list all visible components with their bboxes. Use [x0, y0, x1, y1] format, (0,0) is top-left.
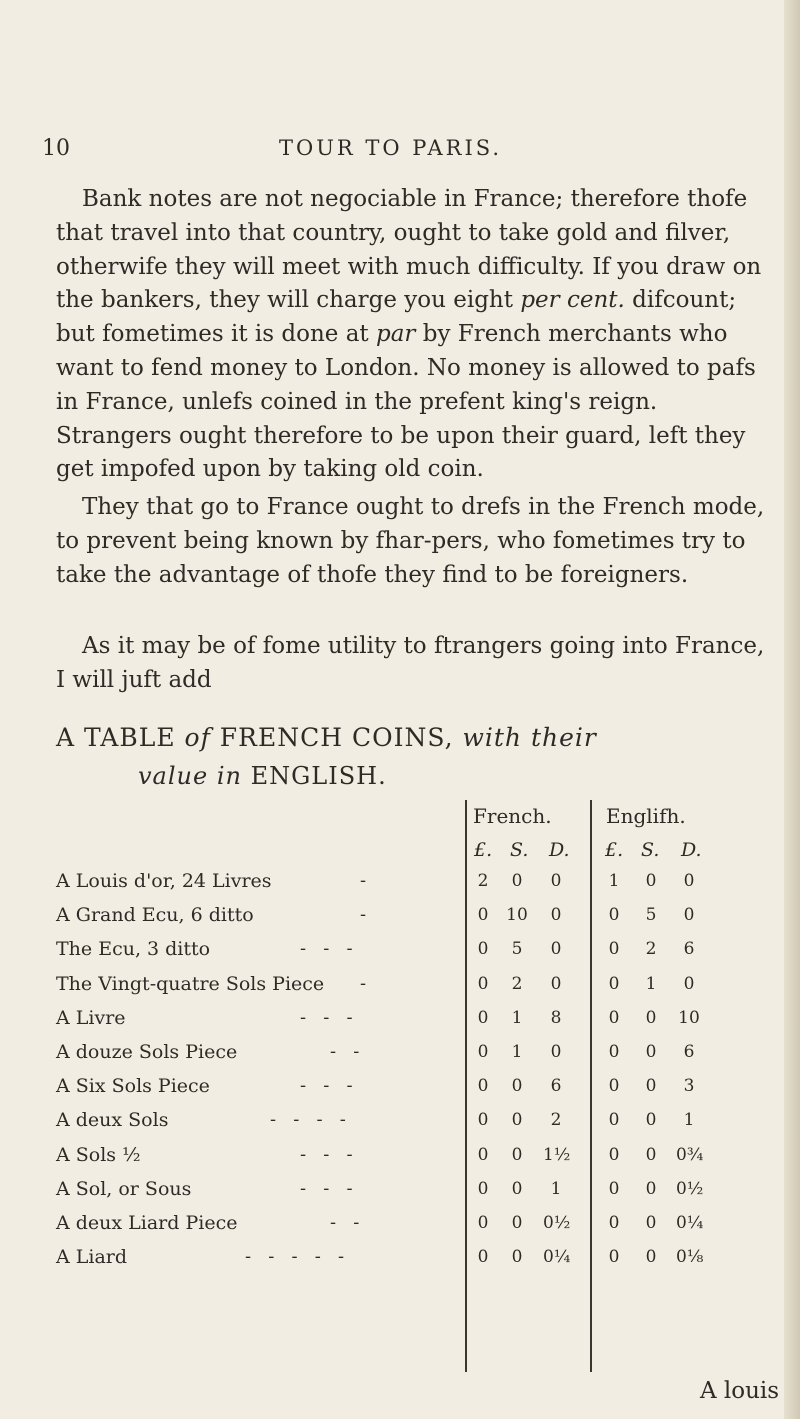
leader-dashes: - - -: [300, 1143, 353, 1165]
english-pounds: 0: [608, 1076, 620, 1097]
paragraph1-italic-per-cent: per cent.: [520, 287, 625, 314]
leader-dashes: -: [360, 904, 367, 926]
english-shillings: 2: [645, 939, 657, 960]
french-pounds: 0: [477, 1144, 489, 1165]
leader-dashes: - - -: [300, 938, 353, 960]
french-column-header: French.: [473, 804, 552, 828]
english-shillings: 0: [645, 1042, 657, 1062]
french-pounds: 0: [477, 1076, 489, 1097]
french-shillings: 0: [511, 1110, 523, 1131]
coin-name: A Louis d'or, 24 Livres: [56, 870, 272, 892]
english-pounds: 0: [608, 1110, 620, 1131]
table-title-a: A TABLE: [56, 723, 185, 752]
table-title-b: FRENCH COINS,: [210, 723, 454, 752]
table-subtitle-italic: value in: [138, 762, 242, 790]
french-unit-pounds: £.: [474, 839, 493, 861]
coin-name: A douze Sols Piece: [56, 1041, 238, 1063]
french-pence: 1: [550, 1178, 562, 1199]
english-pounds: 1: [608, 871, 620, 891]
english-pounds: 0: [608, 1042, 620, 1062]
page-number: 10: [42, 136, 70, 161]
leader-dashes: - -: [330, 1041, 360, 1062]
coin-name: A Grand Ecu, 6 ditto: [56, 904, 254, 927]
french-shillings: 5: [511, 939, 523, 960]
english-pence: 0⅛: [676, 1247, 704, 1268]
french-pence: 0: [550, 973, 562, 994]
coin-name: A Livre: [56, 1006, 126, 1029]
leader-dashes: -: [360, 870, 367, 891]
paragraph-french-mode: They that go to France ought to drefs in the French mode, to prevent being known by fhar-pers, who fometimes try to take the advantage of thofe they find to be foreigners.: [56, 494, 765, 588]
french-pence: 0: [550, 939, 562, 960]
english-pounds: 0: [608, 939, 620, 960]
french-pounds: 0: [477, 1110, 489, 1131]
english-unit-shillings: S.: [641, 839, 660, 861]
english-pounds: 0: [608, 1247, 620, 1268]
coin-name: A Sols ½: [56, 1143, 141, 1166]
english-pence: 1: [683, 1110, 695, 1131]
english-shillings: 0: [645, 1110, 657, 1131]
french-shillings: 0: [511, 1144, 523, 1165]
english-shillings: 5: [645, 905, 657, 926]
french-shillings: 0: [511, 1213, 523, 1233]
english-pounds: 0: [608, 1144, 620, 1165]
table-title-with: with their: [453, 723, 597, 752]
english-shillings: 0: [645, 1247, 657, 1268]
english-pounds: 0: [608, 1178, 620, 1199]
english-unit-pounds: £.: [605, 839, 624, 861]
english-shillings: 0: [645, 871, 657, 891]
paragraph1-italic-par: par: [375, 321, 416, 348]
coin-name: The Vingt-quatre Sols Piece: [56, 972, 325, 995]
english-pounds: 0: [608, 1213, 620, 1233]
page-edge: [784, 0, 800, 1419]
french-pence: 0¼: [543, 1247, 571, 1268]
english-pence: 3: [683, 1076, 695, 1097]
paragraph1-text-a: Bank notes are not negociable in France; therefore thofe that travel into that country, ought to take gold and filver, otherwife they will meet with much difficulty. If you draw on the bankers, they will charge you eight: [56, 186, 762, 314]
english-column-header: Englifh.: [606, 804, 686, 828]
table-title: [56, 723, 597, 752]
english-pence: 6: [683, 939, 695, 960]
french-pounds: 0: [477, 1247, 489, 1268]
catchword: A louis: [700, 1378, 780, 1404]
leader-dashes: - - -: [300, 1177, 353, 1199]
paragraph-bank-notes: [56, 183, 772, 487]
paragraph1-text-b: difcount; but fometimes it is done at: [56, 287, 737, 348]
coin-name: A Liard: [56, 1246, 128, 1269]
french-shillings: 0: [511, 1178, 523, 1199]
english-shillings: 0: [645, 1007, 657, 1028]
french-shillings: 1: [511, 1007, 523, 1028]
french-shillings: 1: [511, 1042, 523, 1062]
french-unit-pence: D.: [549, 839, 570, 861]
french-pounds: 2: [477, 871, 489, 891]
table-subtitle-caps: ENGLISH.: [241, 762, 387, 790]
leader-dashes: - -: [330, 1212, 360, 1233]
french-shillings: 0: [511, 871, 523, 891]
coin-name: A deux Liard Piece: [56, 1212, 238, 1234]
paragraph-utility: As it may be of fome utility to ftrangers going into France, I will juft add: [56, 633, 765, 693]
french-shillings: 0: [511, 1076, 523, 1097]
coin-name: A Sol, or Sous: [56, 1177, 192, 1200]
leader-dashes: - - -: [300, 1075, 353, 1097]
french-shillings: 10: [506, 905, 528, 926]
english-shillings: 0: [645, 1213, 657, 1233]
french-pence: 0: [550, 871, 562, 891]
english-pence: 0: [683, 973, 695, 994]
french-pence: 8: [550, 1007, 562, 1028]
english-pence: 0¼: [676, 1213, 704, 1233]
french-pounds: 0: [477, 1178, 489, 1199]
french-pounds: 0: [477, 1042, 489, 1062]
english-shillings: 0: [645, 1076, 657, 1097]
french-pounds: 0: [477, 939, 489, 960]
french-shillings: 2: [511, 973, 523, 994]
french-pounds: 0: [477, 905, 489, 926]
coin-name: A Six Sols Piece: [56, 1075, 210, 1098]
running-title: TOUR TO PARIS.: [279, 136, 503, 160]
french-unit-shillings: S.: [510, 839, 529, 861]
table-title-of: of: [184, 723, 211, 752]
english-pence: 0¾: [676, 1144, 704, 1165]
french-pence: 0: [550, 905, 562, 926]
leader-dashes: - - -: [300, 1006, 353, 1028]
english-pence: 0: [683, 871, 695, 891]
english-pence: 6: [683, 1042, 695, 1062]
english-pence: 0½: [676, 1178, 704, 1199]
coin-name: A deux Sols: [56, 1109, 169, 1132]
leader-dashes: - - - -: [270, 1109, 346, 1131]
english-pence: 0: [683, 905, 695, 926]
french-shillings: 0: [511, 1247, 523, 1268]
french-pence: 0: [550, 1042, 562, 1062]
french-pence: 6: [550, 1076, 562, 1097]
coin-name: The Ecu, 3 ditto: [56, 938, 211, 961]
french-pence: 1½: [543, 1144, 571, 1165]
table-subtitle: [138, 762, 387, 790]
french-pounds: 0: [477, 973, 489, 994]
english-unit-pence: D.: [681, 839, 702, 861]
english-shillings: 1: [645, 973, 657, 994]
french-pounds: 0: [477, 1213, 489, 1233]
english-pounds: 0: [608, 1007, 620, 1028]
english-shillings: 0: [645, 1178, 657, 1199]
french-pounds: 0: [477, 1007, 489, 1028]
english-pounds: 0: [608, 973, 620, 994]
table-rule-middle: [590, 800, 592, 1372]
french-pence: 2: [550, 1110, 562, 1131]
english-pounds: 0: [608, 905, 620, 926]
leader-dashes: -: [360, 972, 367, 994]
english-shillings: 0: [645, 1144, 657, 1165]
running-head: [0, 136, 800, 166]
paragraph1-text-c: by French merchants who want to fend money to London. No money is allowed to pafs in France, unlefs coined in the prefent king's reign. Strangers ought therefore to be upon their guard, left they get impofed upon by taking old coin.: [56, 321, 756, 483]
leader-dashes: - - - - -: [245, 1246, 345, 1268]
french-pence: 0½: [543, 1213, 571, 1233]
english-pence: 10: [678, 1007, 700, 1028]
